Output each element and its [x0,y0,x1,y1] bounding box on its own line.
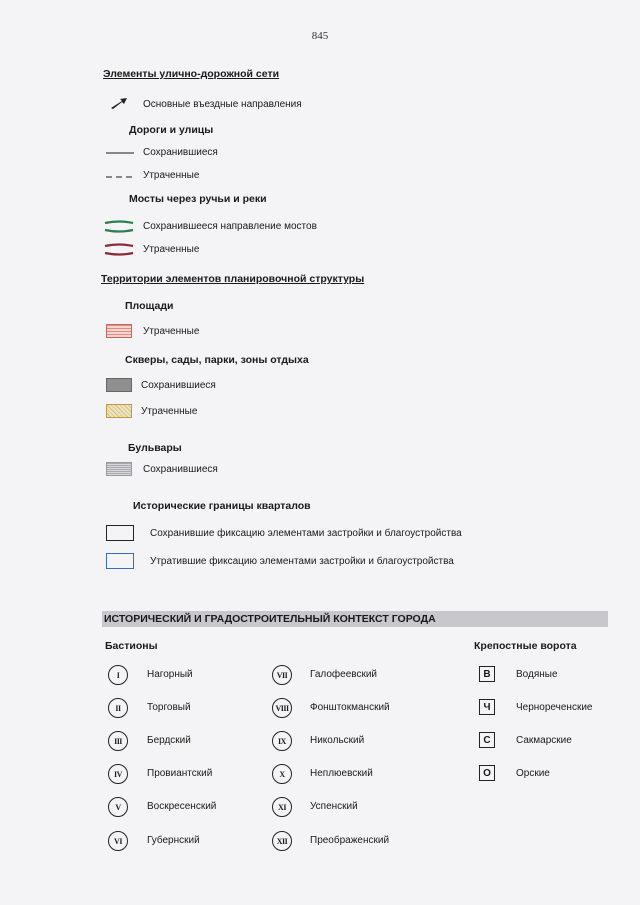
bastion-number-icon: VI [108,831,128,851]
page-number: 845 [311,30,329,42]
subtitle-squares: Площади [125,300,174,312]
legend-label-road-lost: Утраченные [143,170,200,181]
bastion-name: Торговый [147,702,191,713]
border-lost-swatch [106,553,134,569]
bastion-name: Провиантский [147,768,213,779]
arrow-icon [110,97,128,109]
bastion-name: Бердский [147,735,191,746]
bastion-number-icon: IX [272,731,292,751]
bastion-name: Фонштокманский [310,702,390,713]
bridge-kept-icon [104,219,134,233]
legend-label-entry: Основные въездные направления [143,99,302,110]
gate-name: Водяные [516,669,558,680]
bastion-name: Успенский [310,801,358,812]
bastion-number-icon: I [108,665,128,685]
subtitle-bridges: Мосты через ручьи и реки [129,193,267,205]
gate-name: Орские [516,768,550,779]
bastion-number-icon: IV [108,764,128,784]
legend-label-park-kept: Сохранившиеся [141,380,216,391]
subtitle-roads: Дороги и улицы [129,124,214,136]
bridge-lost-icon [104,242,134,256]
park-lost-swatch [106,404,132,418]
legend-label-bridge-lost: Утраченные [143,244,200,255]
legend-label-square-lost: Утраченные [143,326,200,337]
bastion-number-icon: X [272,764,292,784]
subtitle-bastions: Бастионы [105,640,158,652]
subtitle-borders: Исторические границы кварталов [133,500,311,512]
bastion-name: Неплюевский [310,768,373,779]
legend-label-border-kept: Сохранившие фиксацию элементами застройки и благоустройства [150,528,462,539]
bastion-number-icon: V [108,797,128,817]
bastion-number-icon: III [108,731,128,751]
legend-label-park-lost: Утраченные [141,406,198,417]
bastion-number-icon: II [108,698,128,718]
boulevard-kept-swatch [106,462,132,476]
bastion-name: Губернский [147,835,200,846]
gate-letter-icon: С [479,732,495,748]
bastion-name: Преображенский [310,835,390,846]
bastion-number-icon: VII [272,665,292,685]
section-title-context: ИСТОРИЧЕСКИЙ И ГРАДОСТРОИТЕЛЬНЫЙ КОНТЕКСТ ГОРОДА [104,613,436,625]
subtitle-parks: Скверы, сады, парки, зоны отдыха [125,354,309,366]
gate-name: Чернореченские [516,702,593,713]
bastion-number-icon: XII [272,831,292,851]
road-lost-dashed-line-icon [106,174,134,180]
bastion-number-icon: VIII [272,698,292,718]
road-kept-line-icon [106,150,134,156]
legend-label-border-lost: Утратившие фиксацию элементами застройки и благоустройства [150,556,454,567]
bastion-name: Галофеевский [310,669,378,680]
bastion-name: Нагорный [147,669,193,680]
section-title-planning: Территории элементов планировочной структуры [101,273,365,285]
subtitle-gates: Крепостные ворота [474,640,577,652]
bastion-number-icon: XI [272,797,292,817]
legend-label-bridge-kept: Сохранившееся направление мостов [143,221,317,232]
gate-letter-icon: В [479,666,495,682]
bastion-name: Воскресенский [147,801,217,812]
subtitle-boulevards: Бульвары [128,442,182,454]
section-title-street-network: Элементы улично-дорожной сети [103,68,280,80]
park-kept-swatch [106,378,132,392]
gate-letter-icon: Ч [479,699,495,715]
context-title-band [102,611,608,627]
bastion-name: Никольский [310,735,365,746]
legend-label-boulevard-kept: Сохранившиеся [143,464,218,475]
gate-letter-icon: О [479,765,495,781]
border-kept-swatch [106,525,134,541]
legend-label-road-kept: Сохранившиеся [143,147,218,158]
square-lost-swatch [106,324,132,338]
gate-name: Сакмарские [516,735,572,746]
